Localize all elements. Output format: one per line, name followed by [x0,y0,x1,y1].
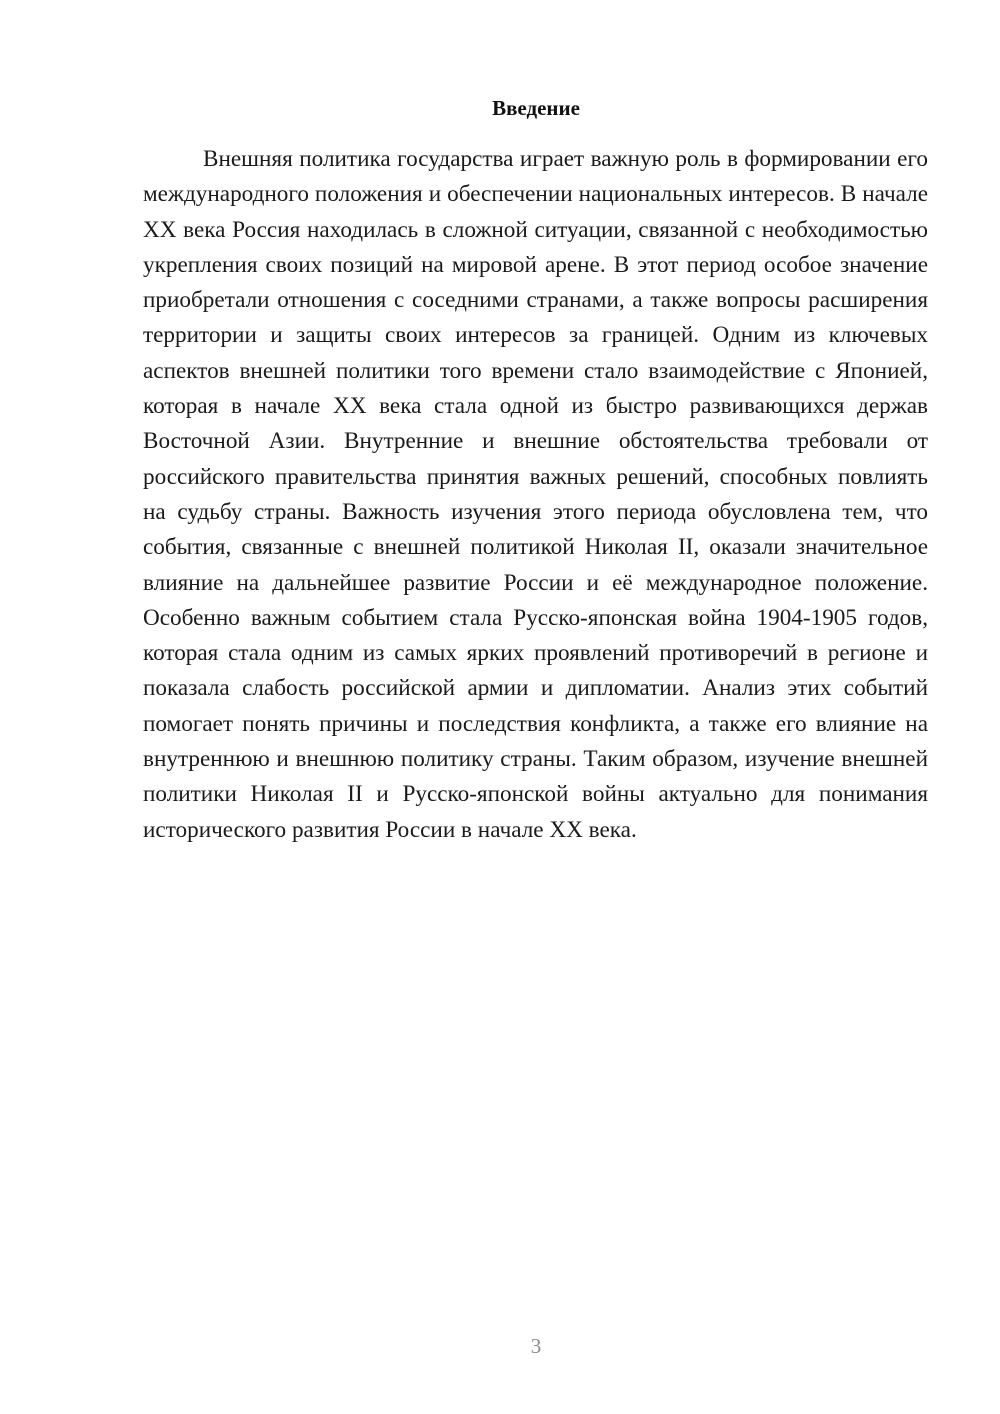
intro-paragraph: Внешняя политика государства играет важную роль в формировании его международного положения и обеспечении национальных интересов. В начале XX века Россия находилась в сложной ситуации, связанной с необходимостью укрепления своих позиций на мировой арене. В этот период особое значение приобретали отношения с соседними странами, а также вопросы расширения территории и защиты своих интересов за границей. Одним из ключевых аспектов внешней политики того времени стало взаимодействие с Японией, которая в начале XX века стала одной из быстро развивающихся держав Восточной Азии. Внутренние и внешние обстоятельства требовали от российского правительства принятия важных решений, способных повлиять на судьбу страны. Важность изучения этого периода обусловлена тем, что события, связанные с внешней политикой Николая II, оказали значительное влияние на дальнейшее развитие России и её международное положение. Особенно важным событием стала Русско-японская война 1904-1905 годов, которая стала одним из самых ярких проявлений противоречий в регионе и показала слабость российской армии и дипломатии. Анализ этих событий помогает понять причины и последствия конфликта, а также его влияние на внутреннюю и внешнюю политику страны. Таким образом, изучение внешней политики Николая II и Русско-японской войны актуально для понимания исторического развития России в начале XX века. [143,146,928,843]
section-heading: Введение [492,96,580,120]
page-number: 3 [530,1334,542,1358]
